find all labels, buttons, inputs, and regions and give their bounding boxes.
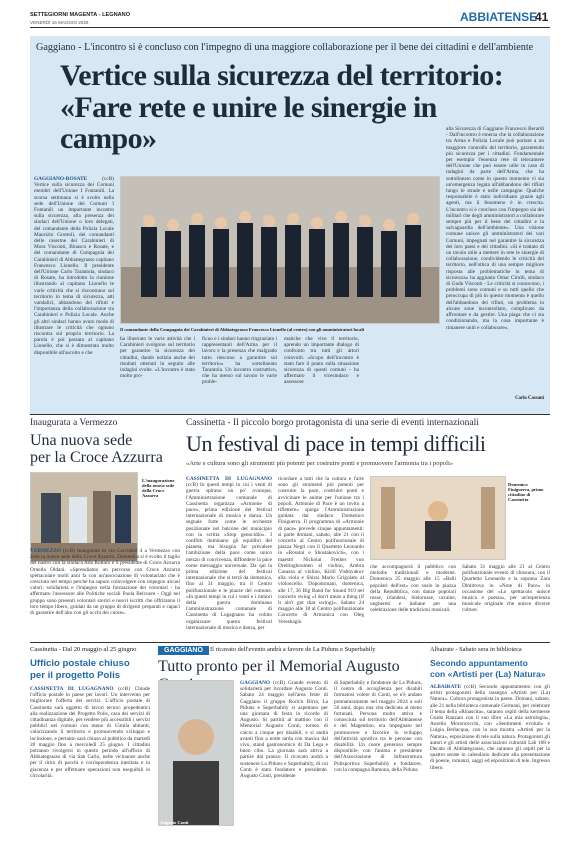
- group-photo-illustration: [121, 177, 439, 323]
- article-post-office: [30, 646, 150, 832]
- article6-title-line2: con «Artisti per (La) Natura»: [430, 669, 546, 679]
- article6-body-text: (ccB) Secondo appuntamento con gli artisti protagonisti della rassegna «Artisti per (La) Natura». Cultura protagonista in paese. Domani, sabato, alle 21 nella biblioteca comunale Germani, per celebrare il tema della «Rinascita», saranno ospiti della kermesse Guido Ranzani con il suo libro «La mia astrologia», Aurelio Moroncecchi, con «Sentimenti evoluti» e Luigia Berlacqua, con la sua mostra «Artisti per la Natura», esposizione di tele sulla natura. Protagonisti gli autori e gli artisti delle associazioni culturali Lab 108 e Decato di Abbiategrasso, che saranno gli ospiti per la quattro serate in calendario dedicate alla presentazione di poesie, romanzi, saggi ed esposizioni di tele. Ingresso libero.: [430, 684, 550, 771]
- article-festival-peace: [186, 418, 550, 642]
- separator-middle: [30, 414, 550, 415]
- article3-lead: CASSINETTA DI LUGAGNANO: [186, 476, 272, 482]
- article2-kicker: Inaugurata a Vermezzo: [30, 418, 118, 428]
- article1-col2: ha illustrato le varie attività che i Carabinieri svolgono sul territorio per garantire la sicurezza dei cittadini, dando notizia anche dei risultati ottenuti in seguito alle indagini svolte. «L'incontro è stato molto pro-: [120, 336, 195, 380]
- article5-photo-caption: Augusto Conti: [160, 820, 189, 825]
- masthead: [30, 10, 550, 36]
- article6-title-line1: Secondo appuntamento: [430, 658, 528, 668]
- article4-body-text: (ccB) Chiude l'ufficio postale in paese per lavori. Un intervento per migliorare l'offerta dei servizi. L'ufficio postale di Cassinetta sarà oggetto di lavori tecnici propedeutici alla realizzazione del Progetto Polis, casa dei servizi di cittadinanza digitale, per rendere più accessibili i servizi pubblici nei comuni con meno di 15mila abitanti, valorizzando il territorio e promuovendo sviluppo e inclusione, e pertanto sarà chiuso al pubblico da martedì 20 maggio fino a mercoledì 25 giugno. I cittadini potranno rivolgersi in questo periodo all'ufficio di Abbiategrasso di via San Carlo, nelle vicinanze anche per il ritiro di pacchi e corrispondenza inesitata e in giacenza e per effettuare operazioni non eseguibili in circolarità.: [30, 686, 150, 779]
- article1-signature: Carlo Cassani: [515, 396, 544, 401]
- article4-title-line1: Ufficio postale chiuso: [30, 658, 130, 669]
- article2-lead: VERMEZZO: [30, 548, 61, 554]
- article3-title: Un festival di pace in tempi difficili: [186, 431, 486, 456]
- article5-col2: di Superbabily e fondatore de La Piduns, il centro di accoglienza per disabili formatosi volere di Conti, se n'è andato prematuramente nel maggio 2024 a soli 56 anni, dopo una vita dedicata ai meno fortunati. Persona molto attiva e conosciuta sul territorio dell'Abbiatense e del Magentino, era impegnato nel promuovere e favorire lo sviluppo dell'attività sportiva tra le persone con disabilità. Un cuore generoso sempre disponibile, con l'anima e presidente dell'Associazione di Infrastruttura Polisportiva Superbabily e fondatore, con la compagna Ramona, della Piduns.: [334, 680, 422, 773]
- article5-title: Tutto pronto per il Memorial Augusto: [158, 658, 400, 675]
- article6-lead: ALBAIRATE: [430, 684, 462, 690]
- article-artisti-natura: [430, 646, 550, 832]
- article3-col3: che accompagnerà il pubblico con melodie tradizionali e moderne. Domenica 25 maggio alle 15 «Balli popolari dell'est» con sosio in piazza della Repubblica, con danze popolari russe, irlandesi, bielorusse, ucraine, ungheresi e italiane per una celebrazione delle tradizioni musicali.: [370, 564, 456, 614]
- article3-col4: Sabato 31 maggio alle 21 al Centro polifunzionale evento di chiusura, con il Quartetto Leonardo e la soprano Zara Dimitrova in «Note di Pace» in occasione del «Lo spettacolo unisce musica e poesia», per un'esperienza musicale originale che unisce diverse culture.: [462, 564, 550, 614]
- article5-col1-text: (ccB) Grande evento di solidarietà per ricordare Augusto Conti. Sabato 24 maggio nell'area feste di Gaggiano il gruppo Rock'n Birra, La Piduns e Superbabily si aspettano per una giornata di festa in ricordo di Augusto. Si partirà al mattino con il Memorial Augusto Conti, torneo di calcio a cinque per disabili, e si andrà avanti fino a notte tarda con musica dal vivo, stand gastronomico di Da Lega e buon cibo. La giornata sarà attiva a partire dal pranzo. Il ricavato andrà a sostenere La Piduns e Superbabily, di cui Conti è stato fondatore e presidente. Augusto Conti, presidente: [240, 680, 328, 780]
- article6-body: [430, 684, 550, 832]
- article3-photo-caption: Domenico Finiguerra, primo cittadino di Cassinetta: [508, 482, 544, 502]
- section-name: ABBIATENSE: [460, 10, 538, 24]
- article3-col1: [186, 476, 272, 640]
- article3-photo: [370, 476, 506, 560]
- article3-col1-text: (ccB) In questi tempi in cui i venti di guerra spirano un po' ovunque, l'Amministrazione comunale di Cassinetta organizza «Armonie di pace», prima edizione del festival internazionale di musica e danza. Un segnale forte come le orchestre posizionate nel balcone del municipio con la scritta «Stop genocidio». I conflitti dominano gli equilibri del pianeta, ma bisogna far prevalere l'ambizione della pace come unico mezzo di convivenza, diffondere la pace come messaggio universale. Da qui la prima edizione del festival internazionale che si terrà da domenica, fino al 31 maggio, tra il Centro polifunzionale e le piazze del comune. «In questi tempi in cui i venti e i rumori della guerra dominano l'amministrazione comunale di Cassinetta di Lugagnano ha voluto organizzare questo festival internazionale di musica e danza, per: [186, 482, 272, 631]
- article5-tag: GAGGIANO: [158, 646, 209, 655]
- article5-col1: [240, 680, 328, 830]
- article5-kicker: Il ricavato dell'evento andrà a favore de La Piduns e Superbabily: [210, 646, 376, 653]
- article2-photo-caption: L'inaugurazione della nuova sede della Croce Azzurra: [142, 478, 175, 498]
- article1-lead: GAGGIANO-ROSATE: [34, 176, 88, 182]
- article1-col3: ficuo e i sindaci hanno ringraziato i rappresentanti dell'Arma per il lavoro e la presenza che malgrado tutto riescono a garantire sul territorio» ha sottolineato Tarantola. Un incontro costruttivo, che ha messo sul tavolo le varie proble-: [202, 336, 277, 386]
- article1-col1-text: (ccB) Vertice sulla sicurezza dei Comuni membri dell'Unione I Fontanili. La scorsa settimana si è svolto nella sede dell'Unione dei Comuni I Fontanili un importante incontro sulla sicurezza, alla presenza dei sindaci dell'Unione o loro delegati, del comandante della Polizia Locale Maurizio Grottoli, dei comandanti delle caserme dei Carabinieri di Mora Visconti, Binasco e Rosate, e del comandante di Compagnia dei Carabinieri di Abbiategrasso capitano Francesco Lionello. Il presidente dell'Unione Carlo Tarantola, sindaco di Rosate, ha introdotto la riunione illustrando al capitano Lionello le varie criticità che si riscontrano sul territorio in tema di sicurezza, atti vandalici, abbandono dei rifiuti e l'importanza della collaborazione tra Carabinieri e Polizia Locale. Anche gli altri sindaci hanno avuto modo di illustrare le criticità che ognuno riscontra sul proprio territorio. La parola è poi passata al capitano Lionello, che si è dimostrato molto disponibile all'ascolto e che: [34, 176, 114, 356]
- article1-kicker: Gaggiano - L'incontro si è concluso con l'impegno di una maggiore collaborazione per il bene dei cittadini e dell'ambiente: [36, 42, 534, 53]
- article-security-summit: [30, 36, 550, 414]
- article1-col5: alla Sicurezza di Gaggiano Francesco Berardi - Dall'incontro è emersa che la collaborazione tra Arma e Polizia Locale può portare a un maggiore controllo del territorio, garantendo più sicurezza per i cittadini. Fondamentale per esempio l'essenza rete di telecamere dell'Unione che può essere utile in caso di indagini da parte dell'Arma, che ha sottolineato come in questo momento vi sia un'emergenza legata all'abbandono dei rifiuti lungo le strade e nelle campagne. Qualche responsabile è stato individuato grazie agli agenti, ma il fenomeno è in crescita. L'incontro si è concluso con l'impegno sia dei militari che degli amministratori a collaborare sempre più per il bene dei cittadini e la salvaguardia dell'ambiente». Una visione comune unisce gli amministratori dei vari Comuni, impegnati nel garantire la sicurezza dei loro paesi e dei cittadini. «Si è trattato di un tavolo utile a mettere in rete le sinergie di collaborazione, condividendo le criticità del territorio, nell'ottica di una sempre migliore risposta alle problematiche in tema di sicurezza» ha aggiunto Omar Cirulli, sindaco di Gudo Visconti - Le criticità si conoscono, i problemi sono comuni e su tutti quello che preoccupa di più in questo momento è quello dell'abbandono dei rifiuti, un problema in alcune zone incontrollato, complicato da affrontare e da gestire. Una piaga che ci sta condizionando, ma la cosa importante è rimanere uniti e collaborare».: [446, 126, 544, 331]
- article2-body: [30, 548, 180, 642]
- article2-title-line2: per la Croce Azzurra: [30, 449, 163, 466]
- article3-kicker: Cassinetta - Il piccolo borgo protagonista di una serie di eventi internazionali: [186, 418, 479, 428]
- article4-kicker: Cassinetta - Dal 20 maggio al 25 giugno: [30, 646, 137, 653]
- page-number: 41: [535, 10, 549, 24]
- article4-body: [30, 686, 150, 832]
- article3-subtitle: «Arte e cultura sono gli strumenti più potenti per costruire ponti e promuovere l'armonia tra i popoli»: [186, 460, 454, 467]
- article4-lead: CASSINETTA DI LUGAGNANO: [30, 686, 114, 692]
- newspaper-name: SETTEGIORNI MAGENTA - LEGNANO: [30, 12, 131, 18]
- article1-title-line1: Vertice sulla sicurezza del territorio:: [60, 59, 504, 92]
- article5-photo: [158, 680, 234, 826]
- article5-lead: GAGGIANO: [240, 680, 271, 686]
- article2-body-text: (ccB) Inaugurata in via Corridoni 4 a Vermezzo con Zelo la nuova sede della Croce Azzurra. Domenica si è svolto il taglio del nastro con la sindaca Ada Ruttaro e il presidente di Croce Azzurra Ornella Oldani. «Sprendiamo un percorso con Croce Azzurra spettacolare molti anni fa con un'associazione di volontariato che è cresciuta nel tempo perché ha saputo coinvolgere con impegno alcuni valori: solidarietà e l'impegno nella formazione dei volontari - ha affermato l'assessore alle Politiche sociali Paola Belcuore - Oggi nel gruppo sono presenti volontari storici e nuovi iscritti che offriranno il loro tempo libero, guidati da un gruppo di dirigenti preparati e capaci di garantire dell'alto con gli occhi dei cuore».: [30, 548, 180, 617]
- article-memorial-conti: [158, 646, 424, 832]
- article1-col4: matiche che vive il territorio, aprendo un importante dialogo di confronto tra tutti gli attori coinvolti. «Scopo dell'incontro è stato fare il punto sulla situazione sicurezza di questi comuni - ha affermato il vicesindaco e assessore: [284, 336, 359, 386]
- issue-date: VENERDÌ 16 MAGGIO 2025: [30, 20, 89, 25]
- article1-col1: [34, 176, 114, 408]
- article1-photo-caption: Il comandante della Compagnia dei Carabinieri di Abbiategrasso Francesco Lionello (al centro) con gli amministratori locali: [120, 327, 365, 332]
- separator-bottom: [30, 642, 550, 643]
- article-croce-azzurra: [30, 418, 180, 560]
- article1-title-line2: «Fare rete e unire le sinergie in campo»: [60, 91, 437, 155]
- header-rule: [30, 27, 550, 28]
- article1-photo: [120, 176, 440, 324]
- article3-col2: ricordare a tutti che la cultura e l'arte sono gli strumenti più potenti per costruire la pace, costruire ponti e avvicinare le anime per l'unione tra i popoli. Armonie di Pace è un invito a riflettere» spiega l'Amministrazione guidata dal sindaco Domenico Finiguerra. Il programma di «Armonie di pace» prevede cinque appuntamenti: si parte domani, sabato, alle 21 con il concerto al Centro polifunzionale di piazza Negri con il Quartetto Leonardo in «Rossini e Shostakovich», con i maestri Nickolai Freiher von Dreitingboumen al violino, Ambra Casassa al violino, Kirill Vishnyakov alla viola e Shirai Mario Grigolato al violoncello. Dopodomani, domenica, alle 17, 36 Big Band for Sound 919 nel concerto swing «I don't mean a thing (if it ain't got that swing)». Sabato 24 maggio alle 18 al Centro polifunzionale Concerto di Armonica con Oleg Vereshagin: [278, 476, 364, 625]
- article4-title-line2: per il progetto Polis: [30, 670, 121, 681]
- article6-kicker: Albairate - Sabato sera in biblioteca: [430, 646, 522, 653]
- article2-title-line1: Una nuova sede: [30, 432, 133, 449]
